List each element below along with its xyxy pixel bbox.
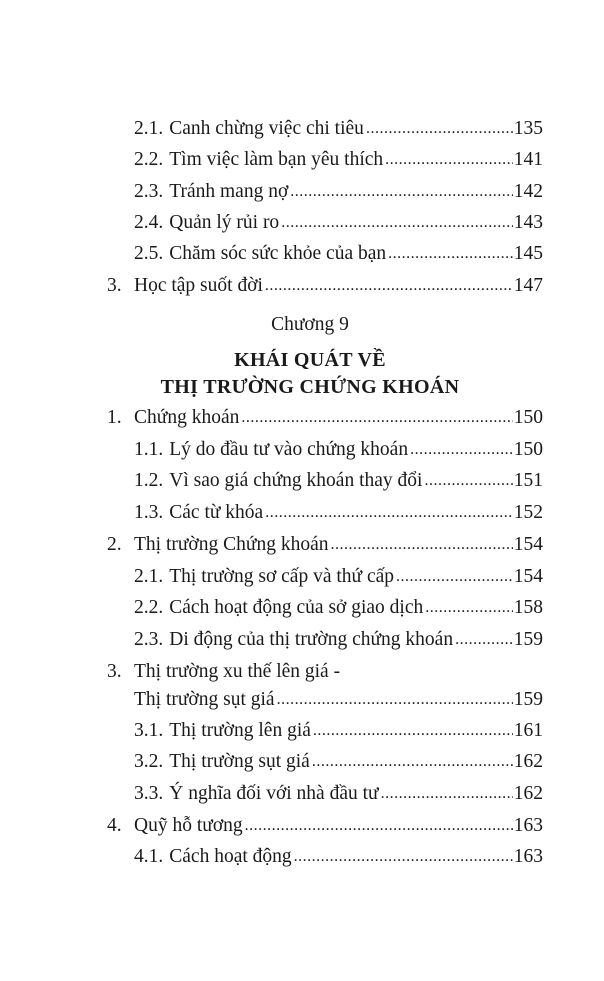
toc-entry bbox=[134, 466, 543, 496]
toc-entry bbox=[107, 271, 543, 301]
entry-title: Di động của thị trường chứng khoán bbox=[169, 629, 454, 650]
entry-title: Thị trường Chứng khoán bbox=[134, 534, 329, 555]
toc-entry bbox=[134, 114, 543, 144]
entry-title: Canh chừng việc chi tiêu bbox=[169, 118, 364, 139]
entry-page-number: 161 bbox=[513, 720, 543, 741]
entry-number: 2.5. bbox=[134, 243, 164, 264]
entry-page-number: 150 bbox=[513, 407, 543, 428]
entry-title: Thị trường xu thế lên giá - bbox=[134, 661, 341, 682]
entry-number: 1.2. bbox=[134, 470, 164, 491]
entry-number: 4. bbox=[107, 815, 122, 836]
dot-leader bbox=[385, 144, 513, 175]
toc-entry bbox=[107, 657, 543, 687]
dot-leader bbox=[381, 778, 513, 809]
entry-number: 2.4. bbox=[134, 212, 164, 233]
dot-leader bbox=[290, 176, 512, 207]
entry-number: 2.2. bbox=[134, 597, 164, 618]
dot-leader bbox=[410, 434, 513, 465]
dot-leader bbox=[265, 497, 513, 528]
dot-leader bbox=[388, 238, 513, 269]
entry-page-number: 159 bbox=[513, 689, 543, 710]
toc-entry bbox=[107, 403, 543, 433]
entry-number: 3. bbox=[107, 661, 122, 682]
entry-page-number: 154 bbox=[513, 534, 543, 555]
dot-leader bbox=[425, 592, 513, 623]
toc-entry bbox=[134, 208, 543, 238]
toc-entry bbox=[107, 530, 543, 560]
dot-leader bbox=[396, 561, 513, 592]
entry-number: 3.2. bbox=[134, 751, 164, 772]
toc-entry bbox=[134, 145, 543, 175]
entry-number: 4.1. bbox=[134, 846, 164, 867]
entry-title: Tránh mang nợ bbox=[169, 181, 289, 202]
entry-number: 2.1. bbox=[134, 566, 164, 587]
dot-leader bbox=[366, 113, 513, 144]
entry-number: 1.3. bbox=[134, 502, 164, 523]
chapter-title-line-1: KHÁI QUÁT VỀ bbox=[234, 349, 386, 371]
entry-title: Quỹ hỗ tương bbox=[134, 815, 243, 836]
entry-title: Lý do đầu tư vào chứng khoán bbox=[169, 439, 409, 460]
entry-title: Chứng khoán bbox=[134, 407, 240, 428]
entry-title: Quản lý rủi ro bbox=[169, 212, 280, 233]
entry-page-number: 143 bbox=[513, 212, 543, 233]
entry-title: Cách hoạt động của sở giao dịch bbox=[169, 597, 424, 618]
dot-leader bbox=[277, 684, 513, 715]
entry-page-number: 151 bbox=[513, 470, 543, 491]
dot-leader bbox=[294, 841, 513, 872]
dot-leader bbox=[281, 207, 513, 238]
dot-leader bbox=[313, 715, 513, 746]
entry-page-number: 142 bbox=[513, 181, 543, 202]
dot-leader bbox=[245, 810, 513, 841]
entry-title: Các từ khóa bbox=[169, 502, 264, 523]
entry-title: Vì sao giá chứng khoán thay đổi bbox=[169, 470, 423, 491]
entry-number: 1. bbox=[107, 407, 122, 428]
dot-leader bbox=[241, 402, 512, 433]
entry-page-number: 162 bbox=[513, 783, 543, 804]
chapter-title-line-2: THỊ TRƯỜNG CHỨNG KHOÁN bbox=[160, 376, 460, 398]
chapter-label: Chương 9 bbox=[271, 314, 349, 335]
toc-entry bbox=[134, 842, 543, 872]
toc-entry bbox=[134, 562, 543, 592]
entry-title: Thị trường sụt giá bbox=[169, 751, 310, 772]
entry-page-number: 154 bbox=[513, 566, 543, 587]
entry-title: Ý nghĩa đối với nhà đầu tư bbox=[169, 783, 379, 804]
entry-page-number: 158 bbox=[513, 597, 543, 618]
entry-page-number: 163 bbox=[513, 846, 543, 867]
dot-leader bbox=[312, 746, 513, 777]
dot-leader bbox=[265, 270, 513, 301]
entry-page-number: 150 bbox=[513, 439, 543, 460]
entry-number: 2. bbox=[107, 534, 122, 555]
toc-entry bbox=[107, 811, 543, 841]
toc-entry bbox=[134, 593, 543, 623]
entry-page-number: 135 bbox=[513, 118, 543, 139]
entry-number: 2.3. bbox=[134, 629, 164, 650]
toc-entry bbox=[134, 498, 543, 528]
toc-entry-continuation bbox=[134, 685, 543, 715]
entry-title: Cách hoạt động bbox=[169, 846, 292, 867]
entry-number: 2.2. bbox=[134, 149, 164, 170]
toc-entry bbox=[134, 435, 543, 465]
dot-leader bbox=[455, 624, 513, 655]
toc-entry bbox=[134, 177, 543, 207]
entry-number: 2.3. bbox=[134, 181, 164, 202]
dot-leader bbox=[330, 529, 512, 560]
entry-title-continuation: Thị trường sụt giá bbox=[134, 689, 275, 710]
entry-number: 3.1. bbox=[134, 720, 164, 741]
entry-number: 1.1. bbox=[134, 439, 164, 460]
entry-page-number: 145 bbox=[513, 243, 543, 264]
toc-entry bbox=[134, 716, 543, 746]
toc-entry bbox=[134, 747, 543, 777]
entry-title: Tìm việc làm bạn yêu thích bbox=[169, 149, 384, 170]
toc-entry bbox=[134, 239, 543, 269]
entry-title: Học tập suốt đời bbox=[134, 275, 263, 296]
entry-number: 2.1. bbox=[134, 118, 164, 139]
entry-title: Thị trường lên giá bbox=[169, 720, 311, 741]
entry-page-number: 163 bbox=[513, 815, 543, 836]
entry-page-number: 141 bbox=[513, 149, 543, 170]
toc-entry bbox=[134, 779, 543, 809]
entry-number: 3. bbox=[107, 275, 122, 296]
entry-title: Thị trường sơ cấp và thứ cấp bbox=[169, 566, 395, 587]
entry-page-number: 162 bbox=[513, 751, 543, 772]
entry-title: Chăm sóc sức khỏe của bạn bbox=[169, 243, 387, 264]
entry-number: 3.3. bbox=[134, 783, 164, 804]
entry-page-number: 147 bbox=[513, 275, 543, 296]
entry-page-number: 159 bbox=[513, 629, 543, 650]
dot-leader bbox=[424, 465, 512, 496]
toc-entry bbox=[134, 625, 543, 655]
entry-page-number: 152 bbox=[513, 502, 543, 523]
